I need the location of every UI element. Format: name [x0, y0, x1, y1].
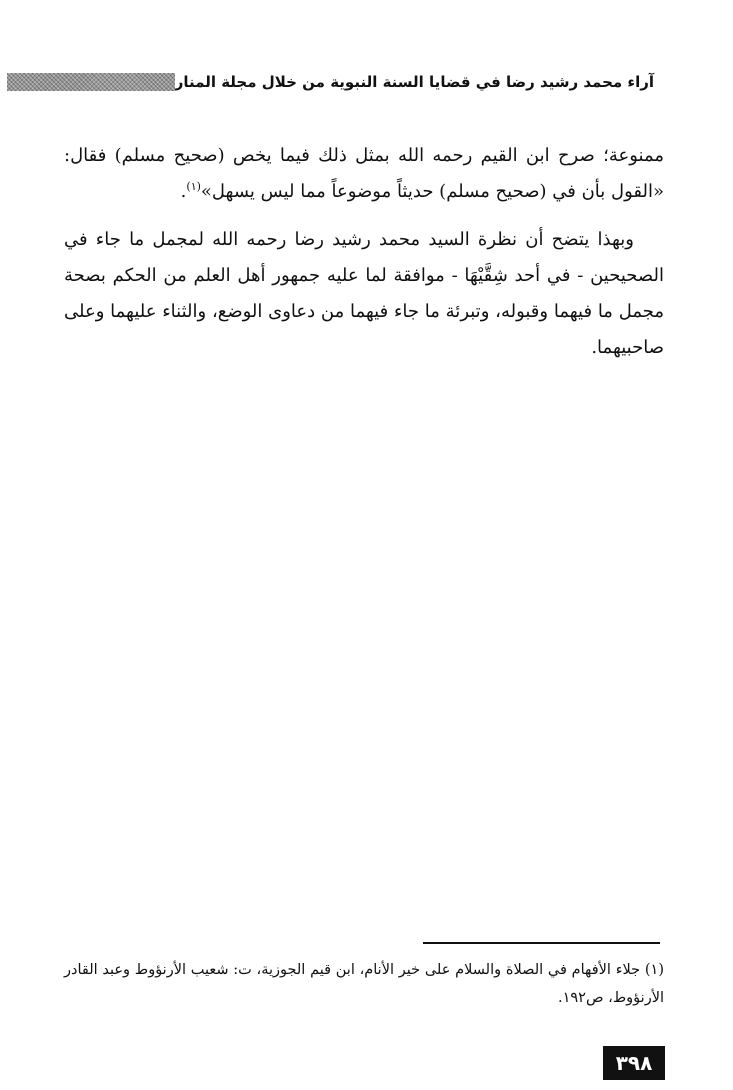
header-decorative-bar [7, 73, 175, 91]
paragraph: وبهذا يتضح أن نظرة السيد محمد رشيد رضا رحمه الله لمجمل ما جاء في الصحيحين - في أحد شِقَّيْهَا - موافقة لما عليه جمهور أهل العلم من الحكم بصحة مجمل ما فيهما وقبوله، وتبرئة ما جاء فيهما من دعاوى الوضع، والثناء عليهما وعلى صاحبيهما. [64, 229, 664, 358]
paragraph-period: . [180, 181, 187, 202]
paragraph-text: ممنوعة؛ صرح ابن القيم رحمه الله بمثل ذلك فيما يخص (صحيح مسلم) فقال: «القول بأن في (صحيح مسلم) حديثاً موضوعاً مما ليس يسهل» [64, 145, 664, 202]
main-text [64, 138, 664, 366]
footnote-separator [423, 942, 660, 944]
page-number: ٣٩٨ [603, 1046, 665, 1080]
running-header [62, 70, 664, 94]
footnote [64, 956, 664, 1012]
paragraph [64, 138, 664, 210]
footnote-reference: (١) [186, 180, 201, 193]
running-header-title: آراء محمد رشيد رضا في قضايا السنة النبوية من خلال مجلة المنار [174, 73, 654, 91]
footnote-text: (١) جلاء الأفهام في الصلاة والسلام على خير الأنام، ابن قيم الجوزية، ت: شعيب الأرنؤوط وعبد القادر الأرنؤوط، ص١٩٢. [64, 962, 664, 1006]
